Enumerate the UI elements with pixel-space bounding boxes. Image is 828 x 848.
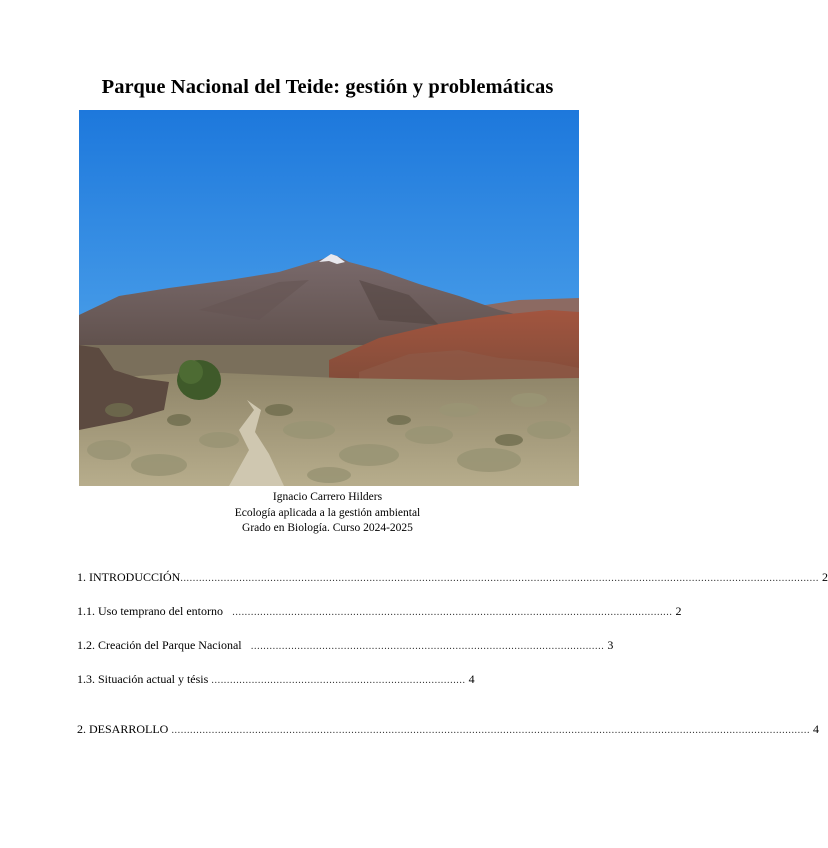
toc-leader: .............................................................................................................................................................................................................. xyxy=(168,725,811,736)
toc-leader: .............................................................................................................................................. xyxy=(222,607,673,618)
toc-entry-desarrollo[interactable] xyxy=(77,721,820,739)
toc-page-number: 2 xyxy=(675,604,682,618)
cover-caption xyxy=(0,490,655,537)
toc-entry-creacion-parque[interactable] xyxy=(77,637,614,655)
course-name: Ecología aplicada a la gestión ambiental xyxy=(234,506,421,519)
degree-line: Grado en Biología. Curso 2024-2025 xyxy=(242,522,413,534)
toc-leader: .............................................................................................................................................................................................................. xyxy=(180,573,819,584)
author-name: Ignacio Carrero Hilders xyxy=(272,491,383,503)
toc-leader: .................................................................................. xyxy=(208,675,466,686)
cover-photo xyxy=(79,110,579,486)
toc-entry-introduccion[interactable] xyxy=(77,569,828,587)
toc-page-number: 4 xyxy=(813,722,820,736)
toc-page-number: 2 xyxy=(821,570,828,584)
document-title: Parque Nacional del Teide: gestión y problemáticas xyxy=(101,76,554,98)
toc-label: 1.2. Creación del Parque Nacional xyxy=(77,638,242,652)
toc-label: 1.1. Uso temprano del entorno xyxy=(77,604,223,618)
toc-leader: .................................................................................................................. xyxy=(241,641,605,652)
toc-entry-situacion-actual[interactable] xyxy=(77,671,475,689)
toc-label: 1.3. Situación actual y tésis xyxy=(77,672,209,686)
toc-page-number: 3 xyxy=(607,638,614,652)
toc-page-number: 4 xyxy=(468,672,475,686)
toc-entry-uso-temprano[interactable] xyxy=(77,603,682,621)
toc-label: 2. DESARROLLO xyxy=(77,722,169,736)
toc-label: 1. INTRODUCCIÓN xyxy=(77,570,181,584)
